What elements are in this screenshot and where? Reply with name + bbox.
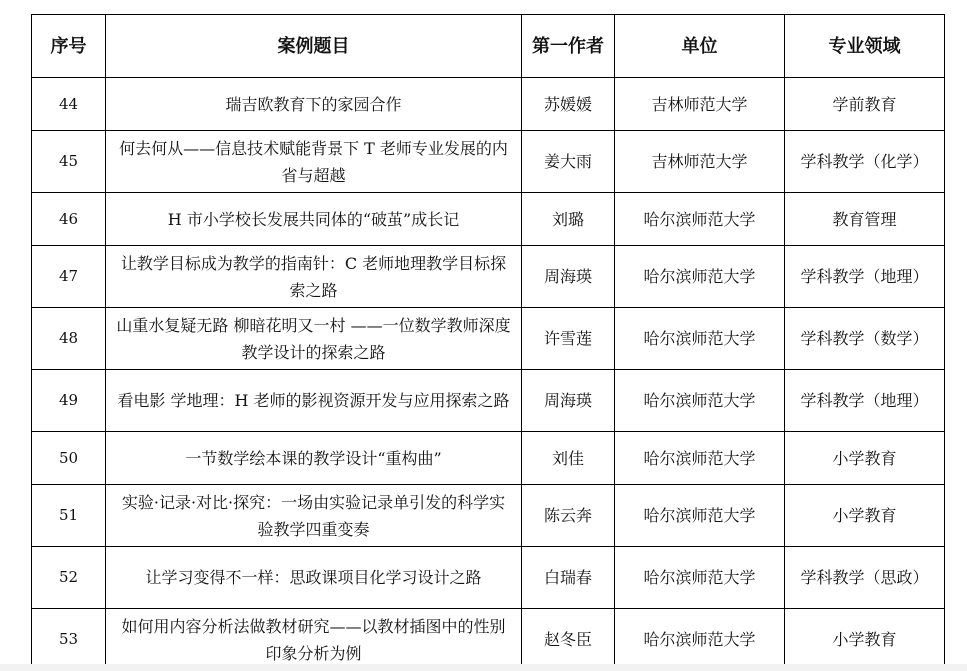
cell-number: 52 <box>32 547 106 609</box>
table-row <box>32 308 945 370</box>
cell-author: 许雪莲 <box>522 308 615 370</box>
cell-author: 陈云奔 <box>522 485 615 547</box>
cell-unit: 吉林师范大学 <box>615 78 785 131</box>
header-field: 专业领域 <box>785 15 945 78</box>
header-row <box>32 15 945 78</box>
case-table <box>31 14 945 671</box>
cell-unit: 哈尔滨师范大学 <box>615 485 785 547</box>
cell-unit: 哈尔滨师范大学 <box>615 308 785 370</box>
cell-number: 47 <box>32 246 106 308</box>
cell-field: 学科教学（思政） <box>785 547 945 609</box>
cell-title: 让教学目标成为教学的指南针：C 老师地理教学目标探索之路 <box>106 246 522 308</box>
cell-title: 一节数学绘本课的教学设计“重构曲” <box>106 432 522 485</box>
cell-author: 刘佳 <box>522 432 615 485</box>
cell-title: 瑞吉欧教育下的家园合作 <box>106 78 522 131</box>
cell-number: 51 <box>32 485 106 547</box>
cell-author: 苏媛媛 <box>522 78 615 131</box>
cell-author: 赵冬臣 <box>522 609 615 671</box>
cell-number: 50 <box>32 432 106 485</box>
header-title: 案例题目 <box>106 15 522 78</box>
table-row <box>32 246 945 308</box>
table-row <box>32 609 945 671</box>
cell-unit: 哈尔滨师范大学 <box>615 609 785 671</box>
table-row <box>32 485 945 547</box>
cell-unit: 哈尔滨师范大学 <box>615 193 785 246</box>
cell-field: 学科教学（地理） <box>785 246 945 308</box>
table-row <box>32 370 945 432</box>
cell-field: 学前教育 <box>785 78 945 131</box>
cell-field: 教育管理 <box>785 193 945 246</box>
cell-unit: 哈尔滨师范大学 <box>615 432 785 485</box>
cell-title: 实验·记录·对比·探究：一场由实验记录单引发的科学实验教学四重变奏 <box>106 485 522 547</box>
cell-author: 姜大雨 <box>522 131 615 193</box>
cell-number: 53 <box>32 609 106 671</box>
table-row <box>32 131 945 193</box>
cell-author: 白瑞春 <box>522 547 615 609</box>
cell-unit: 哈尔滨师范大学 <box>615 246 785 308</box>
table-row <box>32 547 945 609</box>
cell-unit: 哈尔滨师范大学 <box>615 547 785 609</box>
table-row <box>32 78 945 131</box>
cell-field: 学科教学（化学） <box>785 131 945 193</box>
cell-title: 让学习变得不一样：思政课项目化学习设计之路 <box>106 547 522 609</box>
cell-unit: 吉林师范大学 <box>615 131 785 193</box>
cell-field: 小学教育 <box>785 485 945 547</box>
header-number: 序号 <box>32 15 106 78</box>
table-row <box>32 432 945 485</box>
cell-number: 44 <box>32 78 106 131</box>
cell-field: 小学教育 <box>785 432 945 485</box>
cell-title: 看电影 学地理：H 老师的影视资源开发与应用探索之路 <box>106 370 522 432</box>
cell-author: 周海瑛 <box>522 370 615 432</box>
cell-number: 46 <box>32 193 106 246</box>
cell-title: H 市小学校长发展共同体的“破茧”成长记 <box>106 193 522 246</box>
cell-author: 刘璐 <box>522 193 615 246</box>
header-unit: 单位 <box>615 15 785 78</box>
cell-number: 49 <box>32 370 106 432</box>
cell-title: 何去何从——信息技术赋能背景下 T 老师专业发展的内省与超越 <box>106 131 522 193</box>
header-author: 第一作者 <box>522 15 615 78</box>
page-bottom-edge <box>0 664 967 671</box>
cell-field: 小学教育 <box>785 609 945 671</box>
table-row <box>32 193 945 246</box>
cell-title: 山重水复疑无路 柳暗花明又一村 ——一位数学教师深度教学设计的探索之路 <box>106 308 522 370</box>
cell-author: 周海瑛 <box>522 246 615 308</box>
cell-number: 45 <box>32 131 106 193</box>
cell-field: 学科教学（地理） <box>785 370 945 432</box>
cell-title: 如何用内容分析法做教材研究——以教材插图中的性别印象分析为例 <box>106 609 522 671</box>
cell-field: 学科教学（数学） <box>785 308 945 370</box>
cell-number: 48 <box>32 308 106 370</box>
cell-unit: 哈尔滨师范大学 <box>615 370 785 432</box>
